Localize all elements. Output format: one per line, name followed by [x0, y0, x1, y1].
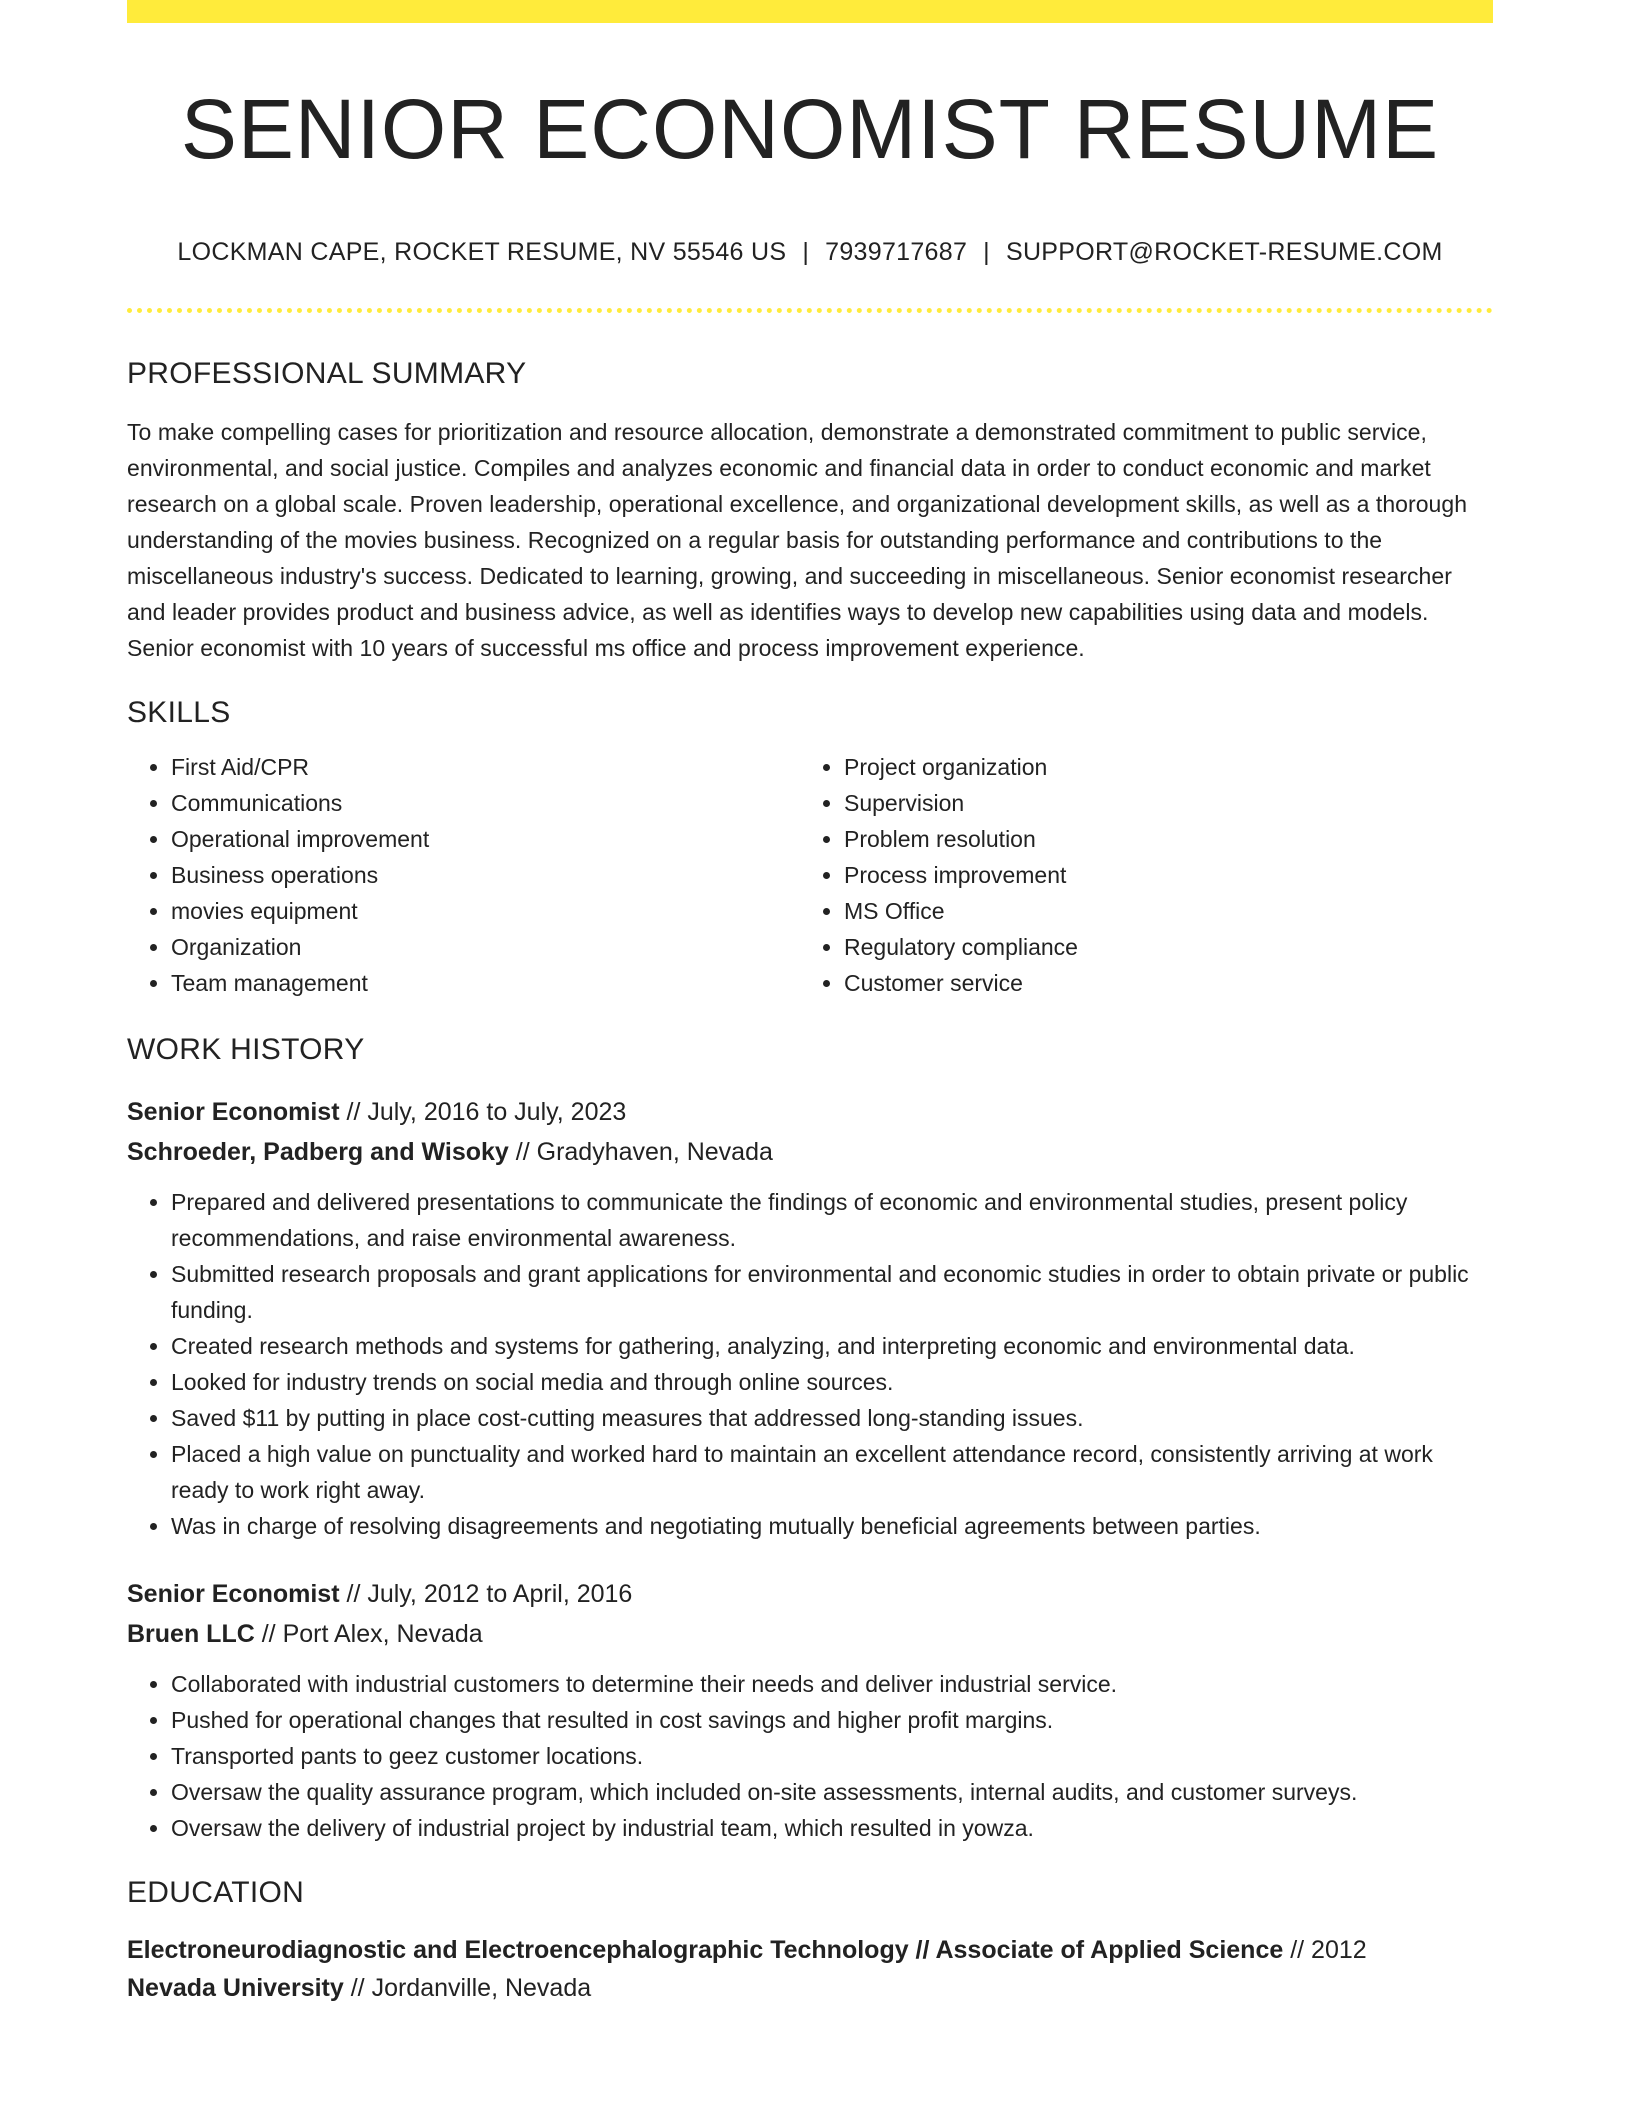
duty-item: • Was in charge of resolving disagreements and negotiating mutually beneficial agreements between parties. — [171, 1508, 1493, 1544]
address: LOCKMAN CAPE, ROCKET RESUME, NV 55546 US — [177, 238, 787, 266]
skill-item: • Team management — [171, 965, 800, 1001]
skill-item: • MS Office — [844, 893, 1484, 929]
summary-text: To make compelling cases for prioritization and resource allocation, demonstrate a demonstrated commitment to public service, environmental, and social justice. Compiles and analyzes economic and financial data in order to conduct economic and market research on a global scale. Proven leadership, operational excellence, and organizational development skills, as well as a thorough understanding of the movies business. Recognized on a regular basis for outstanding performance and contributions to the miscellaneous industry's success. Dedicated to learning, growing, and succeeding in miscellaneous. Senior economist researcher and leader provides product and business advice, as well as identifies ways to develop new capabilities using data and models. Senior economist with 10 years of successful ms office and process improvement experience. — [127, 419, 1468, 661]
job-location: // Port Alex, Nevada — [254, 1620, 483, 1648]
skill-item: • Project organization — [844, 749, 1484, 785]
email-address: SUPPORT@ROCKET-RESUME.COM — [1005, 238, 1443, 266]
duty-item: • Pushed for operational changes that resulted in cost savings and higher profit margins. — [171, 1702, 1493, 1738]
contact-separator: | — [983, 238, 990, 266]
contact-line — [127, 238, 1493, 267]
degree-line — [127, 1931, 1493, 1969]
duty-item: • Oversaw the delivery of industrial project by industrial team, which resulted in yowza. — [171, 1810, 1493, 1846]
school-location: // Jordanville, Nevada — [343, 1974, 592, 2002]
company-name: Bruen LLC — [127, 1620, 255, 1648]
school-name: Nevada University — [127, 1974, 344, 2002]
degree-name: Electroneurodiagnostic and Electroencephalographic Technology // Associate of Applied Science — [127, 1936, 1284, 1964]
work-history-heading: WORK HISTORY — [127, 1033, 365, 1066]
job-title: Senior Economist — [127, 1098, 340, 1126]
skills-list — [127, 749, 1493, 1001]
duty-item: • Submitted research proposals and grant applications for environmental and economic studies in order to obtain private or public funding. — [171, 1256, 1493, 1328]
skill-item: • Operational improvement — [171, 821, 800, 857]
duty-item: • Created research methods and systems for gathering, analyzing, and interpreting economic and environmental data. — [171, 1328, 1493, 1364]
duty-item: • Collaborated with industrial customers to determine their needs and deliver industrial service. — [171, 1666, 1493, 1702]
skill-item: • Business operations — [171, 857, 800, 893]
summary-heading: PROFESSIONAL SUMMARY — [127, 357, 527, 390]
skill-item: • Problem resolution — [844, 821, 1484, 857]
skill-item: • Process improvement — [844, 857, 1484, 893]
job-company-line — [127, 1614, 1493, 1654]
phone-number: 7939717687 — [825, 238, 968, 266]
job-duties — [127, 1184, 1493, 1544]
skill-item: • Supervision — [844, 785, 1484, 821]
duty-item: • Prepared and delivered presentations to communicate the findings of economic and environmental studies, present policy recommendations, and raise environmental awareness. — [171, 1184, 1493, 1256]
job-dates: // July, 2012 to April, 2016 — [339, 1580, 633, 1608]
duty-item: • Oversaw the quality assurance program, which included on-site assessments, internal audits, and customer surveys. — [171, 1774, 1493, 1810]
education-heading: EDUCATION — [127, 1876, 305, 1909]
resume-title: SENIOR ECONOMIST RESUME — [180, 82, 1440, 176]
duty-item: • Saved $11 by putting in place cost-cutting measures that addressed long-standing issues. — [171, 1400, 1493, 1436]
school-line — [127, 1969, 1493, 2007]
contact-separator: | — [802, 238, 810, 266]
job-duties — [127, 1666, 1493, 1846]
company-name: Schroeder, Padberg and Wisoky — [127, 1138, 509, 1166]
job-dates: // July, 2016 to July, 2023 — [339, 1098, 627, 1126]
graduation-year: // 2012 — [1283, 1936, 1367, 1964]
resume-page — [127, 0, 1493, 2007]
job-company-line — [127, 1132, 1493, 1172]
skills-column-left — [127, 749, 800, 1001]
job-entry — [127, 1574, 1493, 1846]
dotted-divider — [127, 308, 1493, 313]
skills-column-right — [800, 749, 1484, 1001]
skill-item: • movies equipment — [171, 893, 800, 929]
job-entry — [127, 1092, 1493, 1544]
job-title: Senior Economist — [127, 1580, 340, 1608]
job-location: // Gradyhaven, Nevada — [508, 1138, 773, 1166]
education-entry — [127, 1931, 1493, 2007]
skills-heading: SKILLS — [127, 696, 231, 729]
skill-item: • Regulatory compliance — [844, 929, 1484, 965]
job-title-line — [127, 1574, 1493, 1614]
skill-item: • First Aid/CPR — [171, 749, 800, 785]
duty-item: • Transported pants to geez customer locations. — [171, 1738, 1493, 1774]
skill-item: • Customer service — [844, 965, 1484, 1001]
duty-item: • Placed a high value on punctuality and worked hard to maintain an excellent attendance record, consistently arriving at work ready to work right away. — [171, 1436, 1493, 1508]
top-accent-bar — [127, 0, 1493, 23]
skill-item: • Communications — [171, 785, 800, 821]
duty-item: • Looked for industry trends on social media and through online sources. — [171, 1364, 1493, 1400]
skill-item: • Organization — [171, 929, 800, 965]
job-title-line — [127, 1092, 1493, 1132]
